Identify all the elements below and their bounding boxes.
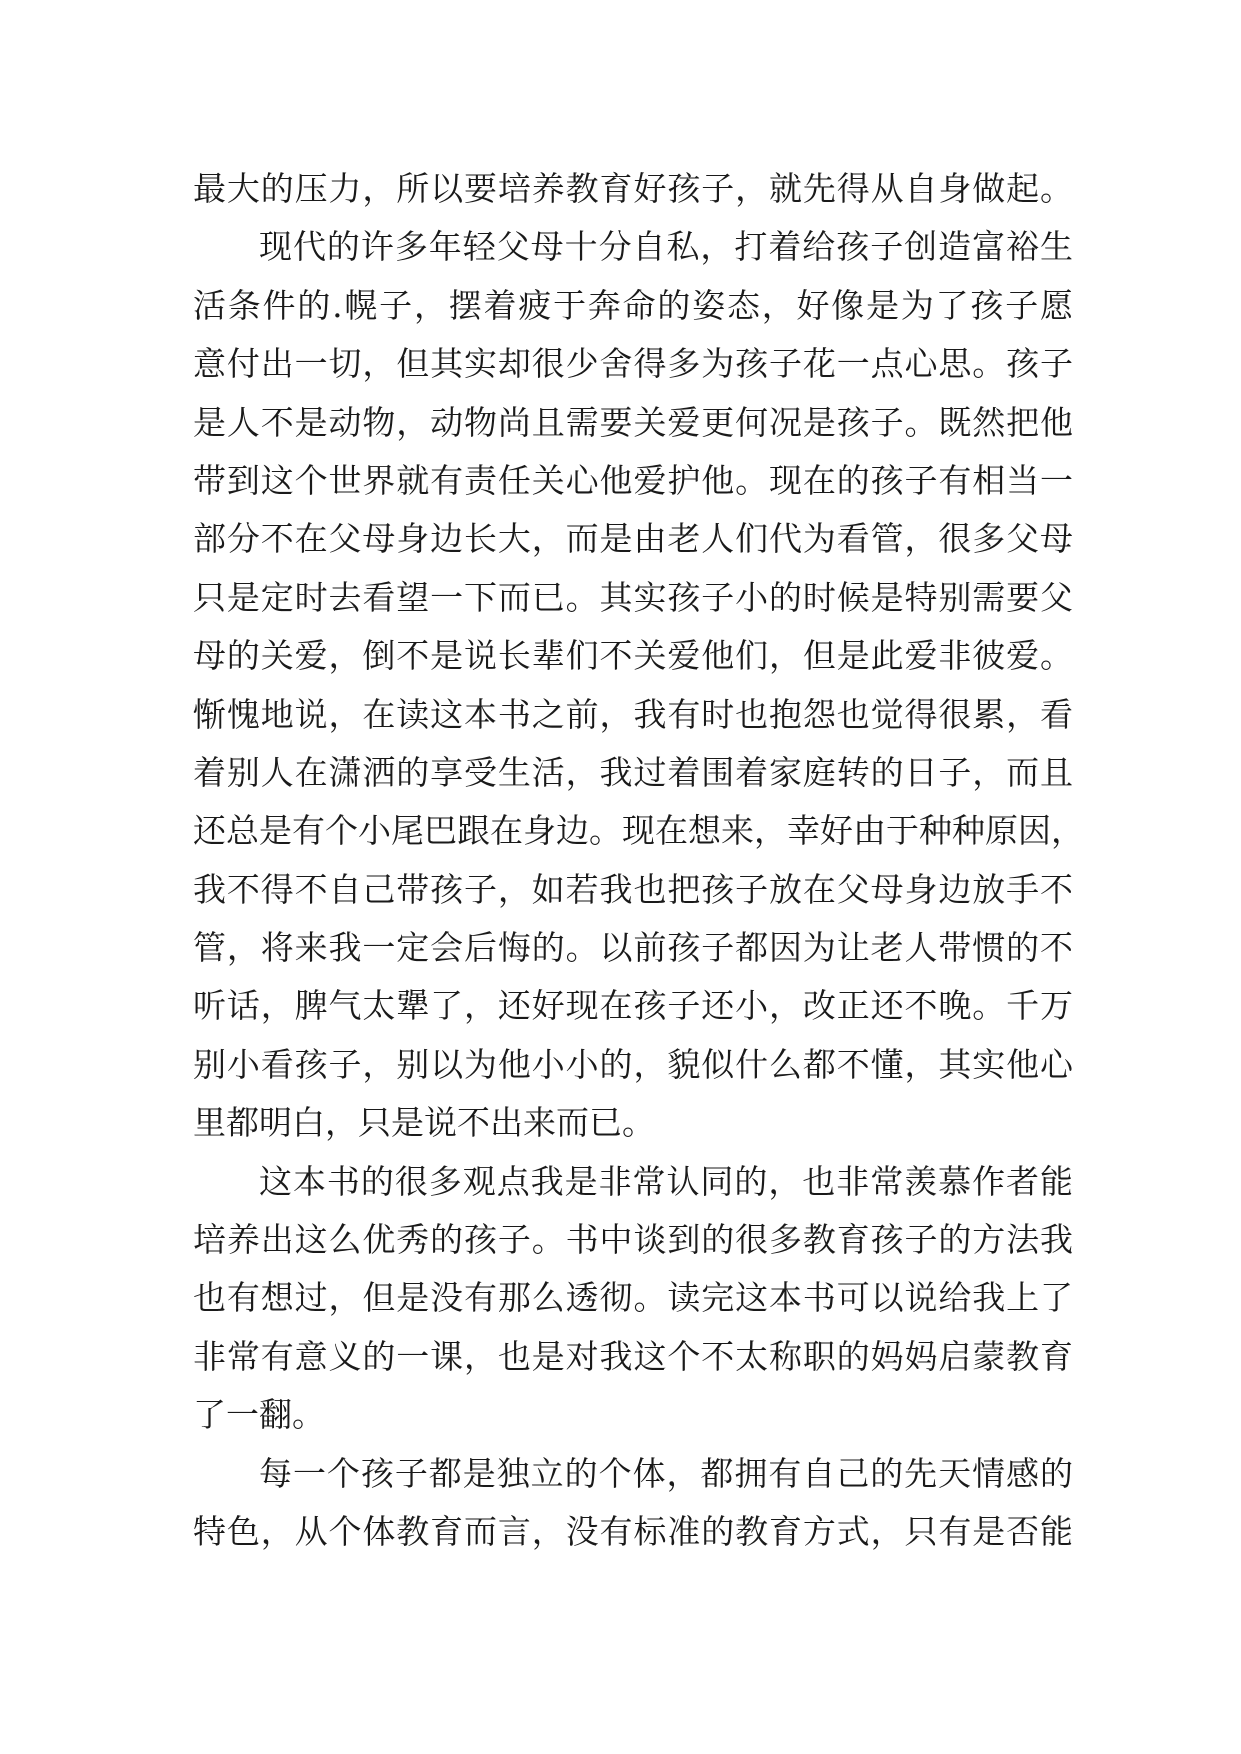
text-line: 母的关爱，倒不是说长辈们不关爱他们，但是此爱非彼爱。 xyxy=(193,636,1073,676)
paragraph-end-line: 了一翻。 xyxy=(193,1395,325,1435)
text-line: 惭愧地说，在读这本书之前，我有时也抱怨也觉得很累，看 xyxy=(193,694,1073,734)
paragraph-start-line: 现代的许多年轻父母十分自私，打着给孩子创造富裕生 xyxy=(259,227,1073,267)
text-line: 也有想过，但是没有那么透彻。读完这本书可以说给我上了 xyxy=(193,1278,1073,1318)
text-line: 特色，从个体教育而言，没有标准的教育方式，只有是否能 xyxy=(193,1511,1073,1551)
body-text xyxy=(193,160,1084,1561)
text-line: 是人不是动物，动物尚且需要关爱更何况是孩子。既然把他 xyxy=(193,402,1073,442)
text-line: 活条件的.幌子，摆着疲于奔命的姿态，好像是为了孩子愿 xyxy=(193,285,1073,325)
text-line: 带到这个世界就有责任关心他爱护他。现在的孩子有相当一 xyxy=(193,460,1073,500)
text-line: 着别人在潇洒的享受生活，我过着围着家庭转的日子，而且 xyxy=(193,752,1073,792)
text-line: 最大的压力，所以要培养教育好孩子，就先得从自身做起。 xyxy=(193,169,1073,208)
text-line: 意付出一切，但其实却很少舍得多为孩子花一点心思。孩子 xyxy=(193,344,1073,384)
text-line: 别小看孩子，别以为他小小的，貌似什么都不懂，其实他心 xyxy=(193,1044,1073,1084)
text-line: 非常有意义的一课，也是对我这个不太称职的妈妈启蒙教育 xyxy=(193,1336,1073,1376)
text-line: 还总是有个小尾巴跟在身边。现在想来，幸好由于种种原因， xyxy=(193,811,1084,851)
paragraph-start-line: 每一个孩子都是独立的个体，都拥有自己的先天情感的 xyxy=(259,1453,1073,1493)
text-line: 培养出这么优秀的孩子。书中谈到的很多教育孩子的方法我 xyxy=(193,1220,1073,1260)
text-line: 只是定时去看望一下而已。其实孩子小的时候是特别需要父 xyxy=(193,577,1073,617)
text-line: 部分不在父母身边长大，而是由老人们代为看管，很多父母 xyxy=(193,519,1073,559)
text-line: 听话，脾气太犟了，还好现在孩子还小，改正还不晚。千万 xyxy=(193,986,1073,1026)
paragraph-start-line: 这本书的很多观点我是非常认同的，也非常羡慕作者能 xyxy=(259,1161,1073,1201)
paragraph-end-line: 里都明白，只是说不出来而已。 xyxy=(193,1103,655,1143)
text-line: 我不得不自己带孩子，如若我也把孩子放在父母身边放手不 xyxy=(193,869,1073,909)
text-line: 管，将来我一定会后悔的。以前孩子都因为让老人带惯的不 xyxy=(193,928,1073,968)
